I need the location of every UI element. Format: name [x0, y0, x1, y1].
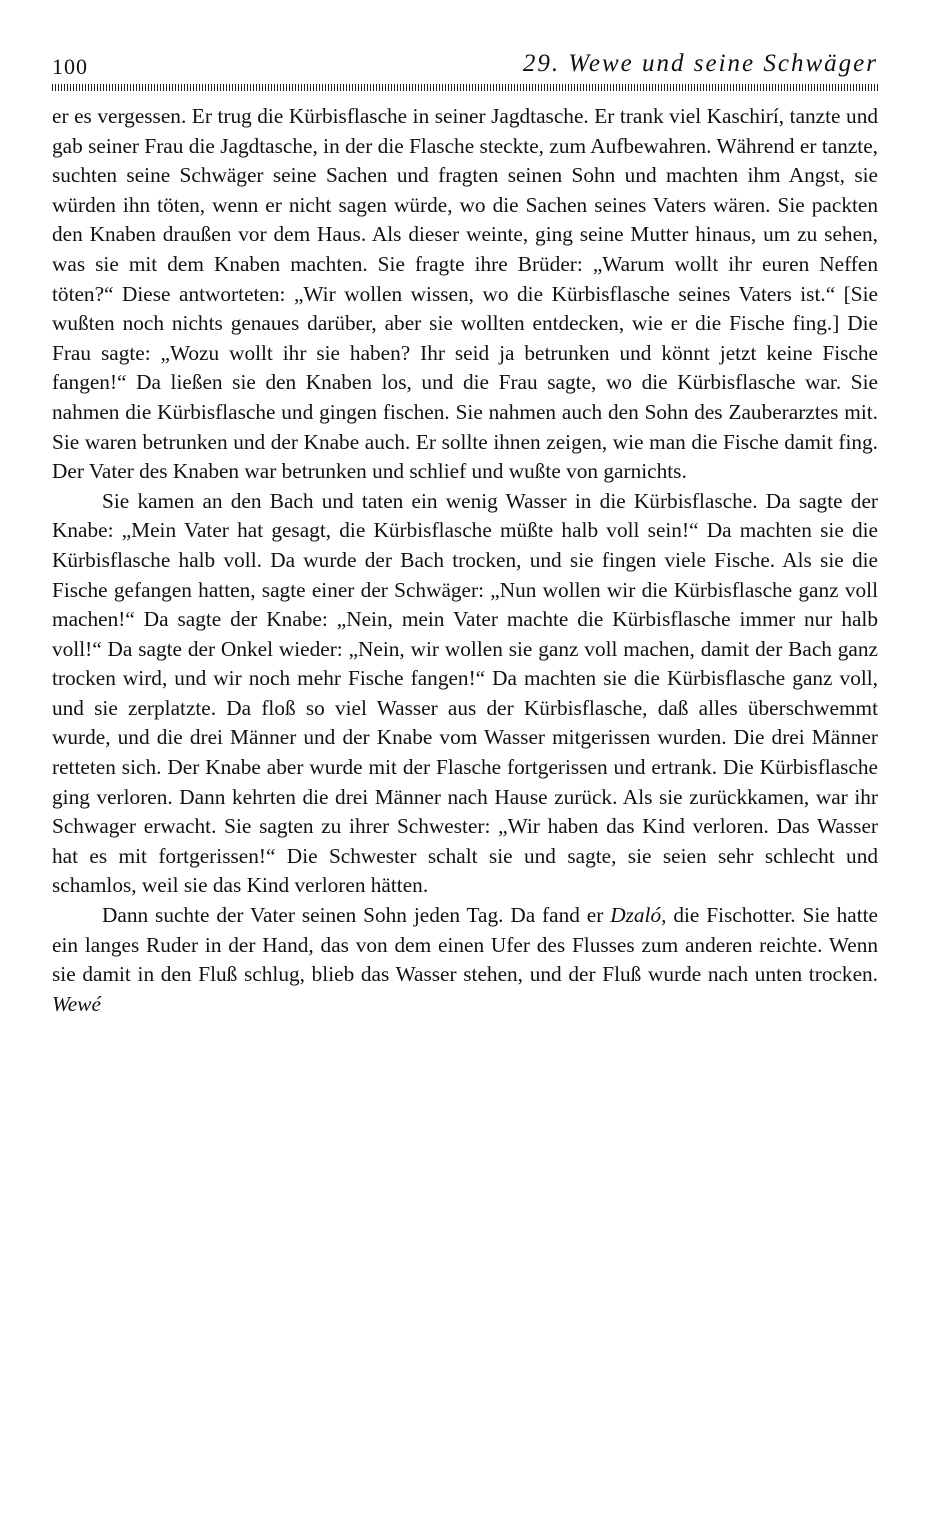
term-wewe: Wewé: [52, 991, 101, 1016]
term-dzalo: Dzaló: [610, 903, 662, 928]
running-header: [52, 50, 878, 84]
chapter-title: 29. Wewe und seine Schwäger: [522, 50, 878, 77]
paragraph-1: er es vergessen. Er trug die Kürbisflasche in seiner Jagdtasche. Er trank viel Kaschirí, tanzte und gab seiner Frau die Jagdtasche, in der die Flasche steckte, zum Aufbewahren. Während er tanzte, suchten seine Schwäger seine Sachen und fragten seinen Sohn und machten ihm Angst, sie würden ihn töten, wenn er nicht sagen würde, wo die Sachen seines Vaters wären. Sie packten den Knaben draußen vor dem Haus. Als dieser weinte, ging seine Mutter hinaus, um zu sehen, was sie mit dem Knaben machten. Sie fragte ihre Brüder: „Warum wollt ihr euren Neffen töten?“ Diese antworteten: „Wir wollen wissen, wo die Kürbisflasche seines Vaters ist.“ [Sie wußten noch nichts genaues darüber, aber sie wollten entdecken, wie er die Fische fing.] Die Frau sagte: „Wozu wollt ihr sie haben? Ihr seid ja betrunken und könnt jetzt keine Fische fangen!“ Da ließen sie den Knaben los, und die Frau sagte, wo die Kürbisflasche war. Sie nahmen die Kürbisflasche und gingen fischen. Sie nahmen auch den Sohn des Zauberarztes mit. Sie waren betrunken und der Knabe auch. Er sollte ihnen zeigen, wie man die Fische damit fing. Der Vater des Knaben war betrunken und schlief und wußte von garnichts.: [52, 104, 878, 484]
paragraph-2: Sie kamen an den Bach und taten ein wenig Wasser in die Kürbisflasche. Da sagte der Knabe: „Mein Vater hat gesagt, die Kürbisflasche müßte halb voll sein!“ Da machten sie die Kürbisflasche halb voll. Da wurde der Bach trocken, und sie fingen viele Fische. Als sie die Fische gefangen hatten, sagte einer der Schwäger: „Nun wollen wir die Kürbisflasche ganz voll machen!“ Da sagte der Knabe: „Nein, mein Vater machte die Kürbisflasche immer nur halb voll!“ Da sagte der Onkel wieder: „Nein, wir wollen sie ganz voll machen, damit der Bach ganz trocken wird, und wir noch mehr Fische fangen!“ Da machten sie die Kürbisflasche ganz voll, und sie zerplatzte. Da floß so viel Wasser aus der Kürbisflasche, daß alles überschwemmt wurde, und die drei Männer und der Knabe vom Wasser mitgerissen wurden. Die drei Männer retteten sich. Der Knabe aber wurde mit der Flasche fortgerissen und ertrank. Die Kürbisflasche ging verloren. Dann kehrten die drei Männer nach Hause zurück. Als sie zurückkamen, war ihr Schwager erwacht. Sie sagten zu ihrer Schwester: „Wir haben das Kind verloren. Das Wasser hat es mit fortgerissen!“ Die Schwester schalt sie und sagte, sie seien sehr schlecht und schamlos, weil sie das Kind verloren hätten.: [52, 488, 878, 898]
book-page: [52, 50, 878, 1019]
body-text: [52, 102, 878, 1019]
header-rule: [52, 84, 878, 91]
page-number: 100: [52, 54, 88, 79]
paragraph-3-text-start: Dann suchte der Vater seinen Sohn jeden Tag. Da fand er: [102, 903, 611, 928]
paragraph-3: [52, 901, 878, 1019]
paragraph-3-text-middle: , die Fischotter. Sie hatte ein langes Ruder in der Hand, das von dem einen Ufer des Flusses zum anderen reichte. Wenn sie damit in den Fluß schlug, blieb das Wasser stehen, und der Fluß wurde nach unten trocken.: [52, 903, 878, 987]
